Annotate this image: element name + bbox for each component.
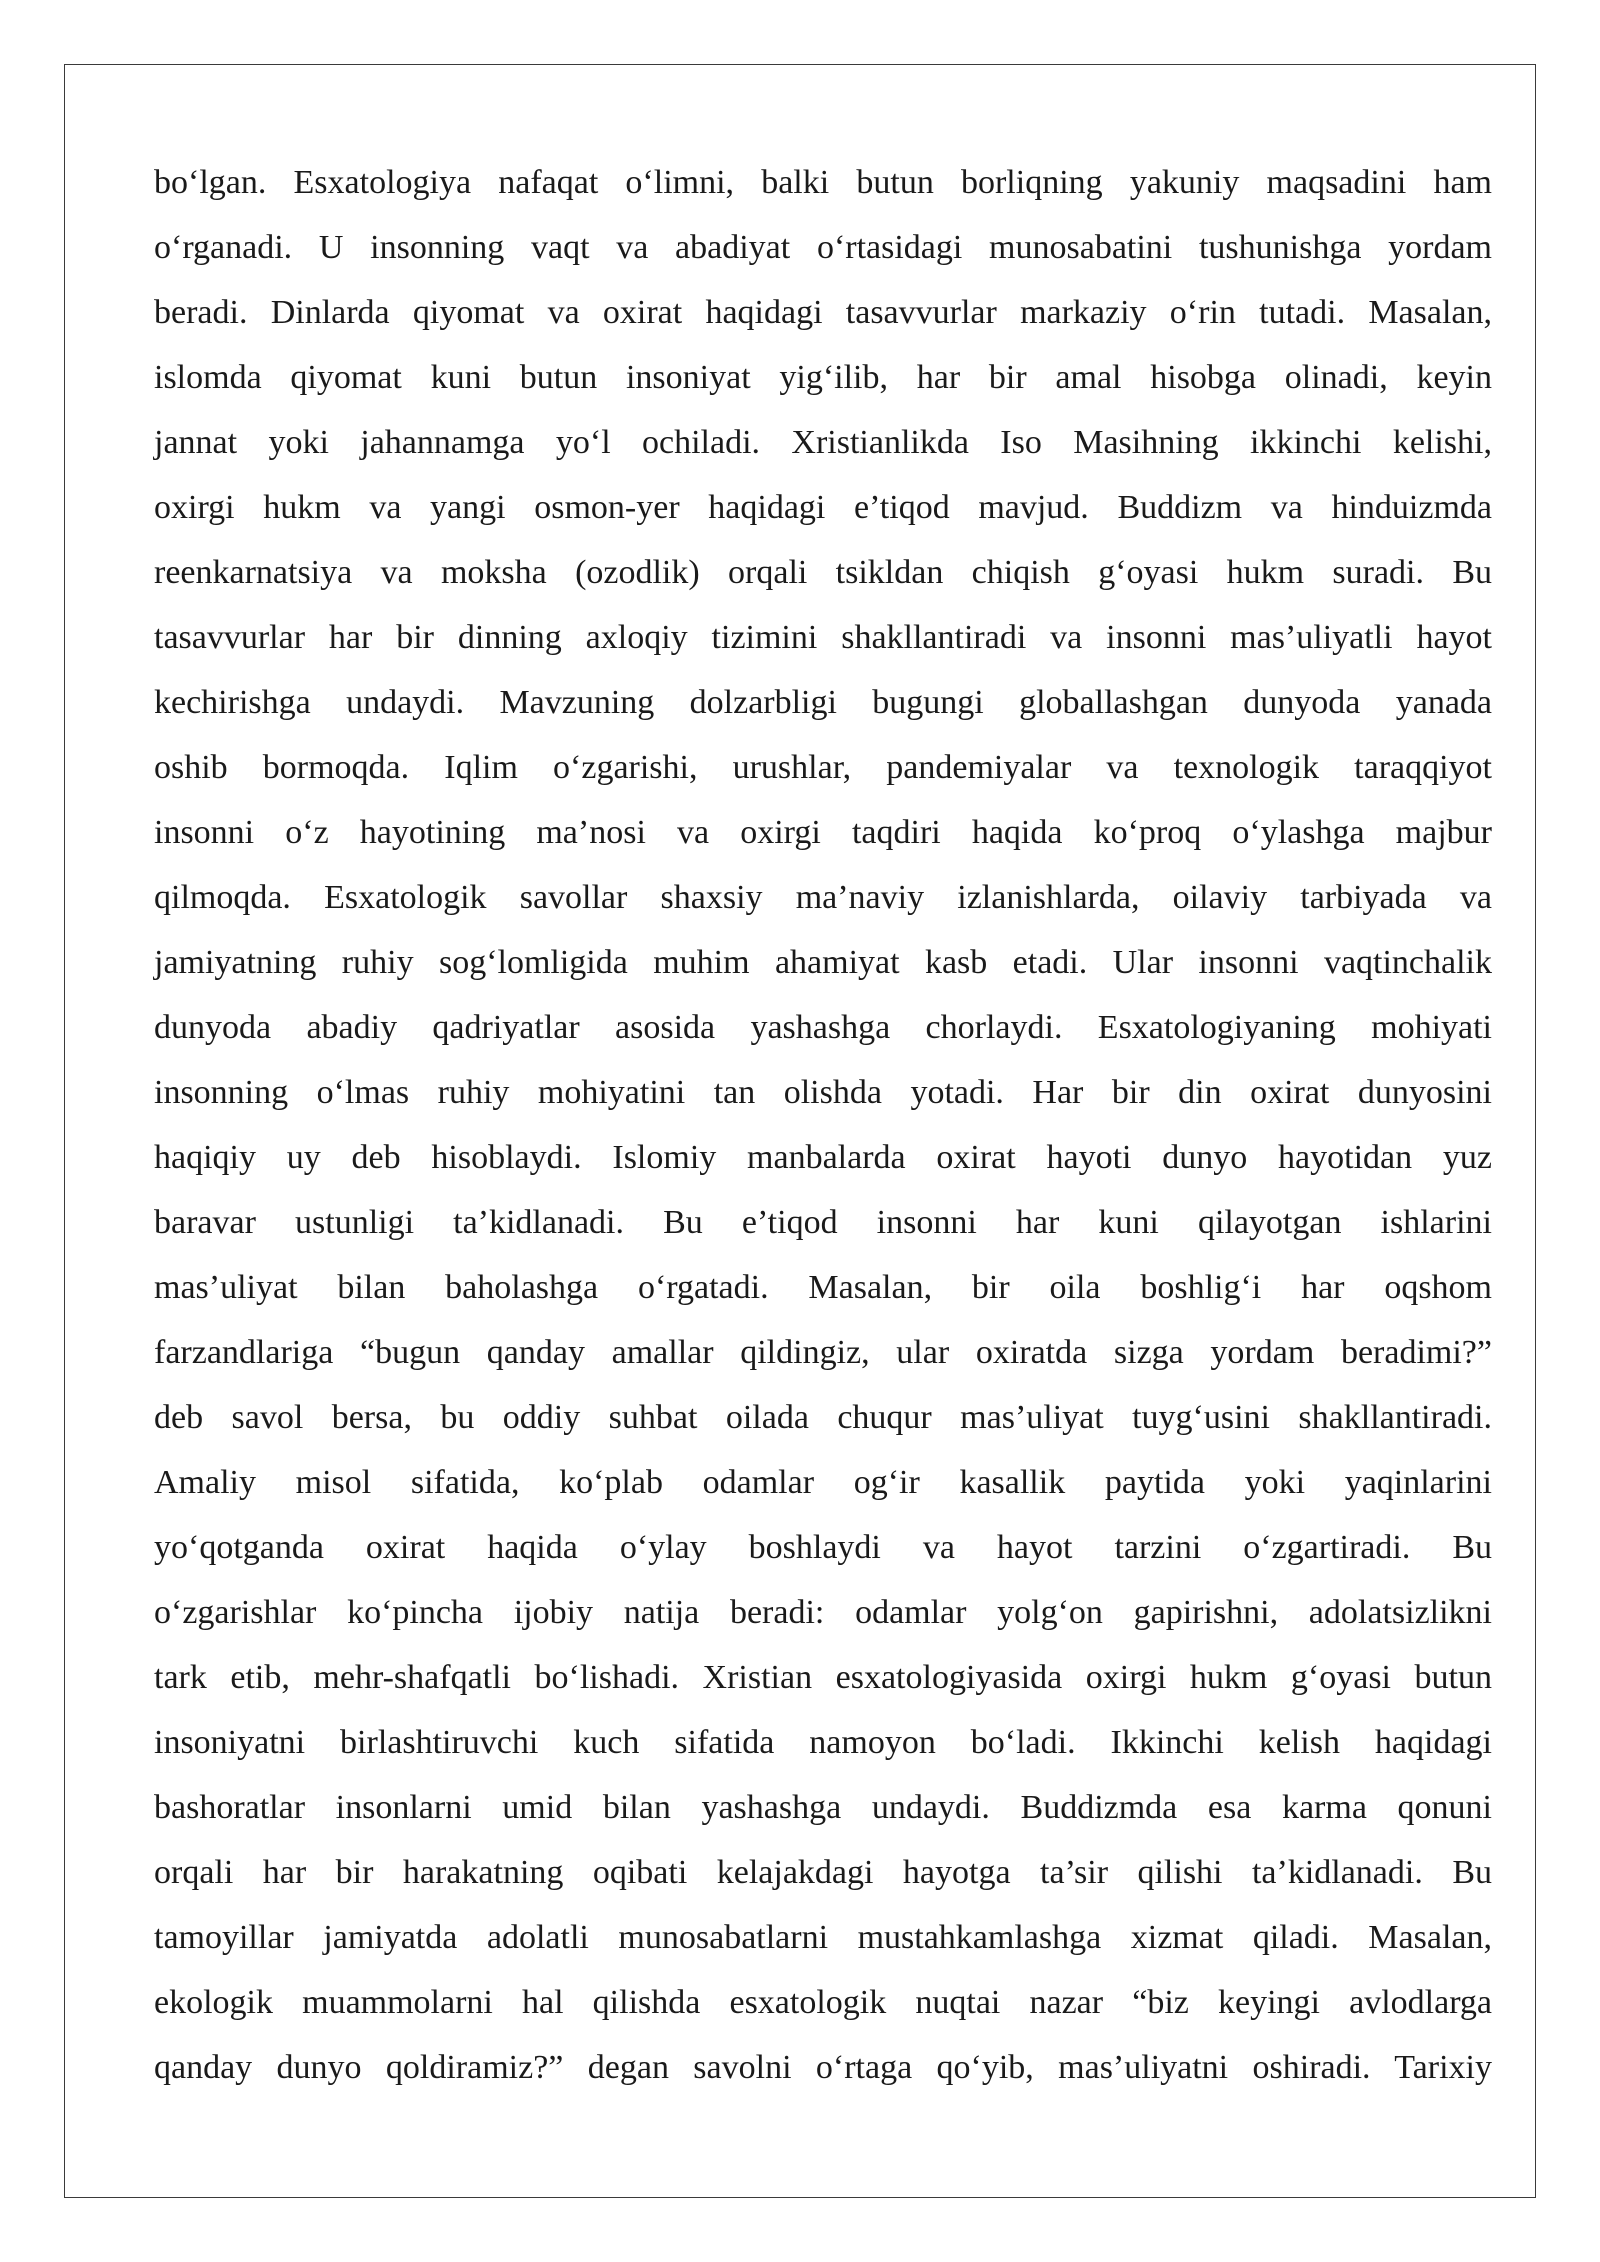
text-line: kechirishga undaydi. Mavzuning dolzarbligi bugungi globallashgan dunyoda yanada — [154, 684, 1492, 721]
text-line: yo‘qotganda oxirat haqida o‘ylay boshlaydi va hayot tarzini o‘zgartiradi. Bu — [154, 1529, 1492, 1566]
text-line: tasavvurlar har bir dinning axloqiy tizimini shakllantiradi va insonni mas’uliyatli hayot — [154, 619, 1492, 656]
text-line: deb savol bersa, bu oddiy suhbat oilada chuqur mas’uliyat tuyg‘usini shakllantiradi. — [154, 1399, 1492, 1436]
text-line: baravar ustunligi ta’kidlanadi. Bu e’tiqod insonni har kuni qilayotgan ishlarini — [154, 1204, 1492, 1241]
text-line: orqali har bir harakatning oqibati kelajakdagi hayotga ta’sir qilishi ta’kidlanadi. Bu — [154, 1854, 1492, 1891]
text-line: ekologik muammolarni hal qilishda esxatologik nuqtai nazar “biz keyingi avlodlarga — [154, 1984, 1492, 2021]
body-paragraph — [154, 150, 1492, 2100]
text-line: tark etib, mehr-shafqatli bo‘lishadi. Xristian esxatologiyasida oxirgi hukm g‘oyasi butun — [154, 1659, 1492, 1696]
text-line: jamiyatning ruhiy sog‘lomligida muhim ahamiyat kasb etadi. Ular insonni vaqtinchalik — [154, 944, 1492, 981]
text-line: insonning o‘lmas ruhiy mohiyatini tan olishda yotadi. Har bir din oxirat dunyosini — [154, 1074, 1492, 1111]
text-line: tamoyillar jamiyatda adolatli munosabatlarni mustahkamlashga xizmat qiladi. Masalan, — [154, 1919, 1492, 1956]
text-line: beradi. Dinlarda qiyomat va oxirat haqidagi tasavvurlar markaziy o‘rin tutadi. Masalan, — [154, 294, 1492, 331]
text-line: Amaliy misol sifatida, ko‘plab odamlar og‘ir kasallik paytida yoki yaqinlarini — [154, 1464, 1492, 1501]
text-line: oshib bormoqda. Iqlim o‘zgarishi, urushlar, pandemiyalar va texnologik taraqqiyot — [154, 749, 1492, 786]
text-line: qilmoqda. Esxatologik savollar shaxsiy ma’naviy izlanishlarda, oilaviy tarbiyada va — [154, 879, 1492, 916]
text-line: insoniyatni birlashtiruvchi kuch sifatida namoyon bo‘ladi. Ikkinchi kelish haqidagi — [154, 1724, 1492, 1761]
text-line: reenkarnatsiya va moksha (ozodlik) orqali tsikldan chiqish g‘oyasi hukm suradi. Bu — [154, 554, 1492, 591]
text-line: qanday dunyo qoldiramiz?” degan savolni o‘rtaga qo‘yib, mas’uliyatni oshiradi. Tarixiy — [154, 2049, 1492, 2086]
text-line: jannat yoki jahannamga yo‘l ochiladi. Xristianlikda Iso Masihning ikkinchi kelishi, — [154, 424, 1492, 461]
text-line: farzandlariga “bugun qanday amallar qildingiz, ular oxiratda sizga yordam beradimi?” — [154, 1334, 1492, 1371]
text-line: oxirgi hukm va yangi osmon-yer haqidagi e’tiqod mavjud. Buddizm va hinduizmda — [154, 489, 1492, 526]
text-line: haqiqiy uy deb hisoblaydi. Islomiy manbalarda oxirat hayoti dunyo hayotidan yuz — [154, 1139, 1492, 1176]
text-line: o‘zgarishlar ko‘pincha ijobiy natija beradi: odamlar yolg‘on gapirishni, adolatsizlikni — [154, 1594, 1492, 1631]
text-line: bo‘lgan. Esxatologiya nafaqat o‘limni, balki butun borliqning yakuniy maqsadini ham — [154, 164, 1492, 201]
text-line: islomda qiyomat kuni butun insoniyat yig‘ilib, har bir amal hisobga olinadi, keyin — [154, 359, 1492, 396]
text-line: o‘rganadi. U insonning vaqt va abadiyat o‘rtasidagi munosabatini tushunishga yordam — [154, 229, 1492, 266]
text-line: mas’uliyat bilan baholashga o‘rgatadi. Masalan, bir oila boshlig‘i har oqshom — [154, 1269, 1492, 1306]
text-line: dunyoda abadiy qadriyatlar asosida yashashga chorlaydi. Esxatologiyaning mohiyati — [154, 1009, 1492, 1046]
text-line: insonni o‘z hayotining ma’nosi va oxirgi taqdiri haqida ko‘proq o‘ylashga majbur — [154, 814, 1492, 851]
text-line: bashoratlar insonlarni umid bilan yashashga undaydi. Buddizmda esa karma qonuni — [154, 1789, 1492, 1826]
